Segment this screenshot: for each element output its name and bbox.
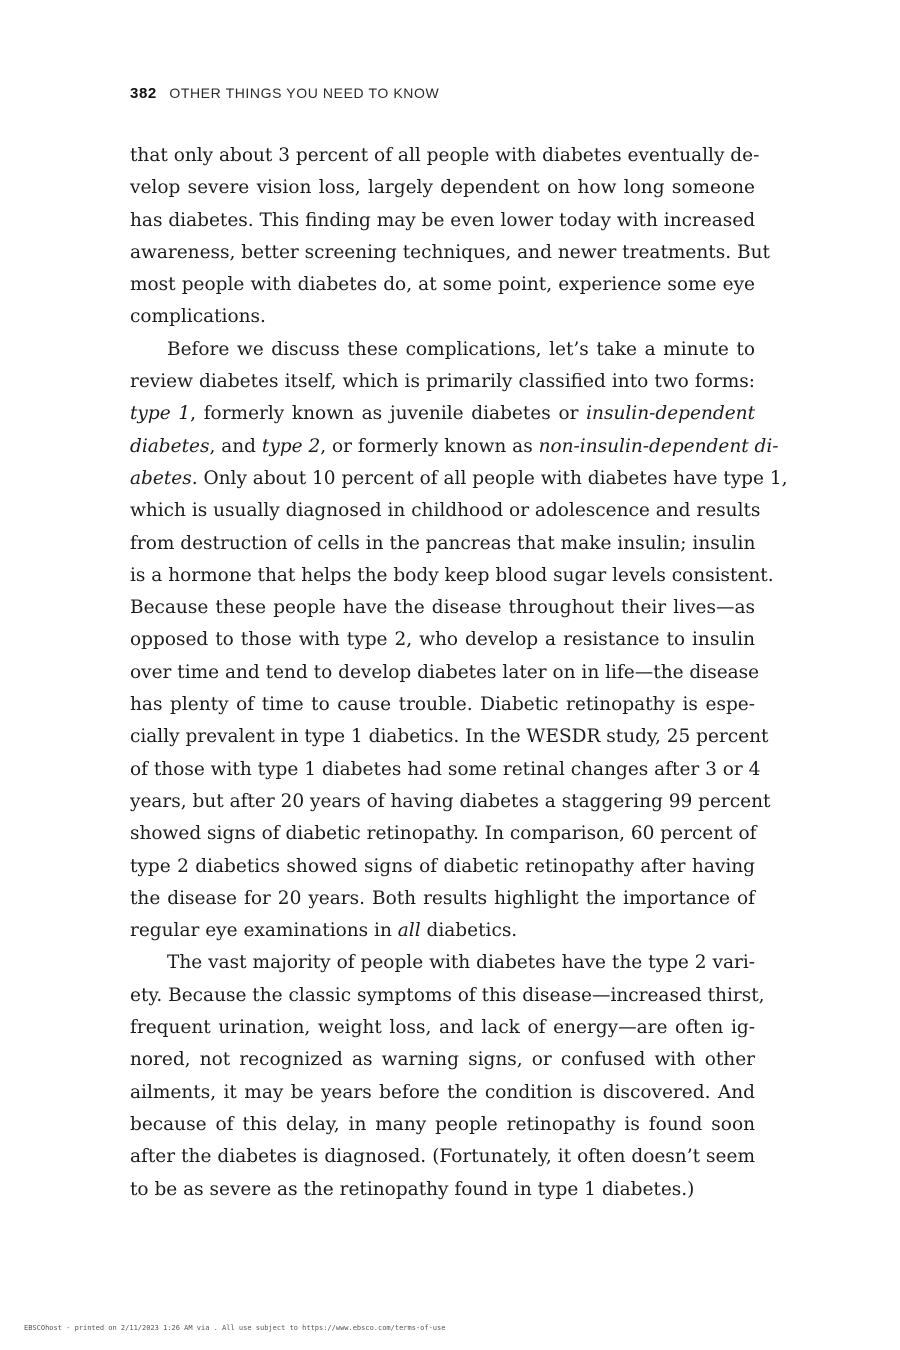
text-segment: has diabetes. This finding may be even lower today with increased	[130, 209, 756, 231]
section-title: OTHER THINGS YOU NEED TO KNOW	[169, 85, 440, 101]
text-segment: cially prevalent in type 1 diabetics. In the WESDR study, 25 percent	[130, 726, 769, 748]
text-line	[130, 269, 755, 301]
text-line	[130, 366, 755, 398]
text-line	[130, 463, 788, 495]
text-segment: opposed to those with type 2, who develop a resistance to insulin	[130, 629, 755, 651]
italic-text: type 1	[130, 403, 191, 425]
text-segment: type 2 diabetics showed signs of diabetic retinopathy after having	[130, 855, 755, 877]
italic-text: all	[397, 920, 421, 942]
text-segment: ailments, it may be years before the condition is discovered. And	[130, 1081, 755, 1103]
page-number: 382	[130, 85, 157, 102]
text-segment: Because these people have the disease throughout their lives—as	[130, 597, 755, 619]
text-segment: awareness, better screening techniques, and newer treatments. But	[130, 241, 770, 263]
italic-text: non-insulin-dependent di-	[538, 435, 779, 457]
text-segment: ety. Because the classic symptoms of this disease—increased thirst,	[130, 984, 765, 1006]
text-segment: because of this delay, in many people retinopathy is found soon	[130, 1113, 755, 1135]
text-segment: , or formerly known as	[320, 435, 539, 457]
text-segment: , and	[209, 435, 262, 457]
text-line	[130, 980, 765, 1012]
text-line	[130, 786, 771, 818]
text-line	[130, 592, 755, 624]
text-line	[130, 1109, 755, 1141]
text-segment: most people with diabetes do, at some point, experience some eye	[130, 274, 755, 296]
text-segment: to be as severe as the retinopathy found in type 1 diabetes.)	[130, 1178, 695, 1200]
text-segment: The vast majority of people with diabetes have the type 2 vari-	[167, 952, 755, 974]
text-segment: review diabetes itself, which is primarily classified into two forms:	[130, 371, 755, 393]
text-line	[130, 1174, 755, 1206]
text-line	[130, 205, 755, 237]
text-line	[130, 301, 755, 333]
text-line	[130, 237, 770, 269]
text-segment: over time and tend to develop diabetes later on in life—the disease	[130, 661, 760, 683]
text-segment: the disease for 20 years. Both results highlight the importance of	[130, 887, 755, 909]
text-segment: . Only about 10 percent of all people with diabetes have type 1,	[191, 467, 788, 489]
text-segment: has plenty of time to cause trouble. Diabetic retinopathy is espe-	[130, 694, 755, 716]
text-line	[130, 947, 755, 979]
text-line	[130, 334, 755, 366]
text-line	[130, 721, 769, 753]
text-line	[130, 754, 761, 786]
text-line	[130, 172, 755, 204]
text-segment: complications.	[130, 306, 266, 328]
text-line	[130, 1141, 755, 1173]
text-line	[130, 528, 755, 560]
text-segment: regular eye examinations in	[130, 920, 398, 942]
text-segment: of those with type 1 diabetes had some retinal changes after 3 or 4	[130, 758, 761, 780]
italic-text: type 2	[261, 435, 321, 457]
text-segment: diabetics.	[420, 920, 518, 942]
text-segment: nored, not recognized as warning signs, or confused with other	[130, 1049, 755, 1071]
text-line	[130, 560, 774, 592]
text-segment: which is usually diagnosed in childhood or adolescence and results	[130, 500, 761, 522]
text-segment: years, but after 20 years of having diabetes a staggering 99 percent	[130, 790, 771, 812]
text-segment: from destruction of cells in the pancreas that make insulin; insulin	[130, 532, 756, 554]
text-line	[130, 495, 761, 527]
text-line	[130, 689, 755, 721]
text-segment: showed signs of diabetic retinopathy. In comparison, 60 percent of	[130, 823, 757, 845]
text-line	[130, 1044, 755, 1076]
text-line	[130, 883, 755, 915]
italic-text: insulin-dependent	[586, 403, 756, 425]
text-line	[130, 915, 755, 947]
text-segment: velop severe vision loss, largely dependent on how long someone	[130, 177, 755, 199]
text-line	[130, 818, 755, 850]
text-segment: that only about 3 percent of all people with diabetes eventually de-	[130, 145, 760, 166]
text-line	[130, 431, 779, 463]
text-segment: after the diabetes is diagnosed. (Fortunately, it often doesn’t seem	[130, 1146, 755, 1168]
italic-text: abetes	[130, 467, 192, 489]
text-segment: is a hormone that helps the body keep blood sugar levels consistent.	[130, 564, 774, 586]
text-line	[130, 657, 760, 689]
text-line	[130, 1077, 755, 1109]
text-segment: frequent urination, weight loss, and lack of energy—are often ig-	[130, 1017, 755, 1039]
text-line	[130, 140, 760, 172]
running-head	[130, 85, 439, 102]
footer-notice: EBSCOhost - printed on 2/11/2023 1:26 AM via . All use subject to https://www.ebsco.com/terms-of-use	[24, 1324, 446, 1332]
body-text	[130, 140, 788, 1206]
text-segment: , formerly known as juvenile diabetes or	[190, 403, 587, 425]
text-line	[130, 624, 755, 656]
text-line	[130, 398, 755, 430]
text-line	[130, 851, 755, 883]
italic-text: diabetes	[130, 435, 210, 457]
text-line	[130, 1012, 755, 1044]
text-segment: Before we discuss these complications, let’s take a minute to	[167, 338, 755, 360]
